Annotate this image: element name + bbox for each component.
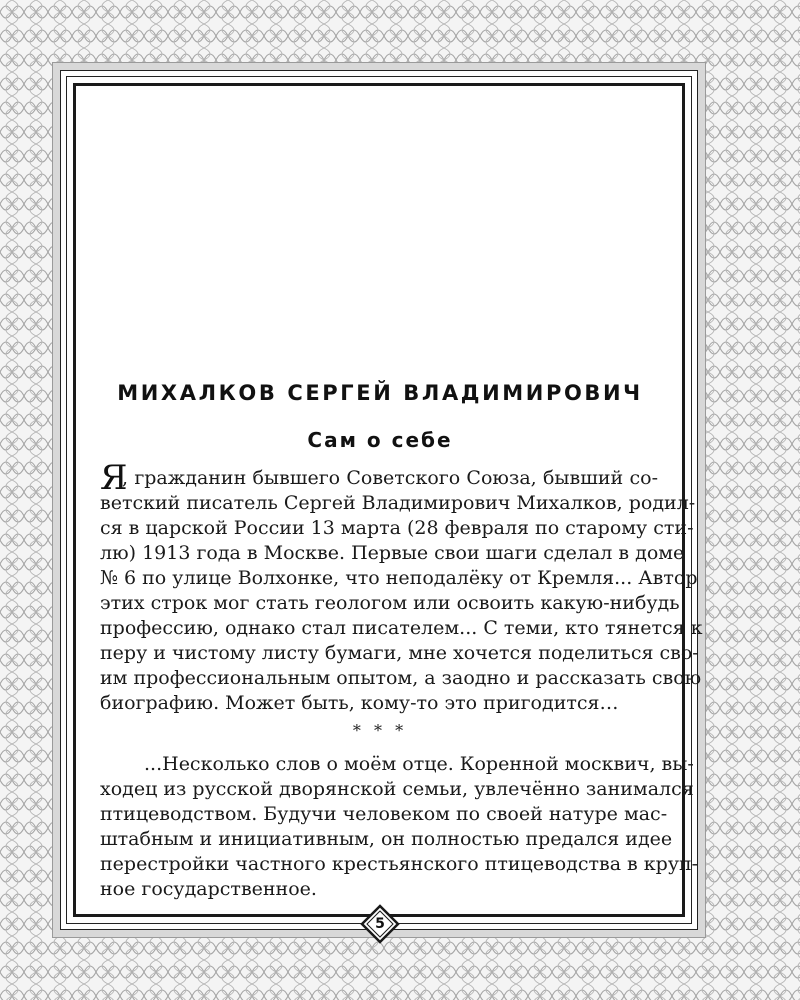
paragraph1-line-4: лю) 1913 года в Москве. Первые свои шаги сделал в доме xyxy=(100,542,685,564)
paragraph1-line-8: перу и чистому листу бумаги, мне хочется поделиться сво- xyxy=(100,642,699,664)
drop-cap-letter: Я xyxy=(100,458,128,498)
paragraph1-line-3: ся в царской России 13 марта (28 февраля по старому сти- xyxy=(100,517,694,539)
paragraph2-line-3: птицеводством. Будучи человеком по своей натуре мас- xyxy=(100,803,668,825)
section-divider-asterisks: * * * xyxy=(352,721,408,740)
paragraph2-line-6: ное государственное. xyxy=(100,878,317,900)
paragraph2-line-5: перестройки частного крестьянского птицеводства в круп- xyxy=(100,853,699,875)
paragraph1-line-10: биографию. Может быть, кому-то это пригодится… xyxy=(100,692,619,714)
paragraph1-line-7: профессию, однако стал писателем... С теми, кто тянется к xyxy=(100,617,703,639)
paragraph1-line-5: № 6 по улице Волхонке, что неподалёку от Кремля... Автор xyxy=(100,567,698,589)
paragraph1-line-9: им профессиональным опытом, а заодно и рассказать свою xyxy=(100,667,702,689)
section-title: Сам о себе xyxy=(307,428,453,452)
paragraph2-line-4: штабным и инициативным, он полностью предался идее xyxy=(100,828,673,850)
paragraph1-line-1: , гражданин бывшего Советского Союза, бывший со- xyxy=(122,467,658,489)
paragraph2-line-2: ходец из русской дворянской семьи, увлечённо занимался xyxy=(100,778,694,800)
paragraph1-line-2: ветский писатель Сергей Владимирович Михалков, родил- xyxy=(100,492,696,514)
author-name-heading: МИХАЛКОВ СЕРГЕЙ ВЛАДИМИРОВИЧ xyxy=(117,381,643,405)
paragraph1-line-6: этих строк мог стать геологом или освоить какую-нибудь xyxy=(100,592,680,614)
page-number: 5 xyxy=(375,916,385,932)
paragraph2-line-1: ...Несколько слов о моём отце. Коренной москвич, вы- xyxy=(144,753,694,775)
